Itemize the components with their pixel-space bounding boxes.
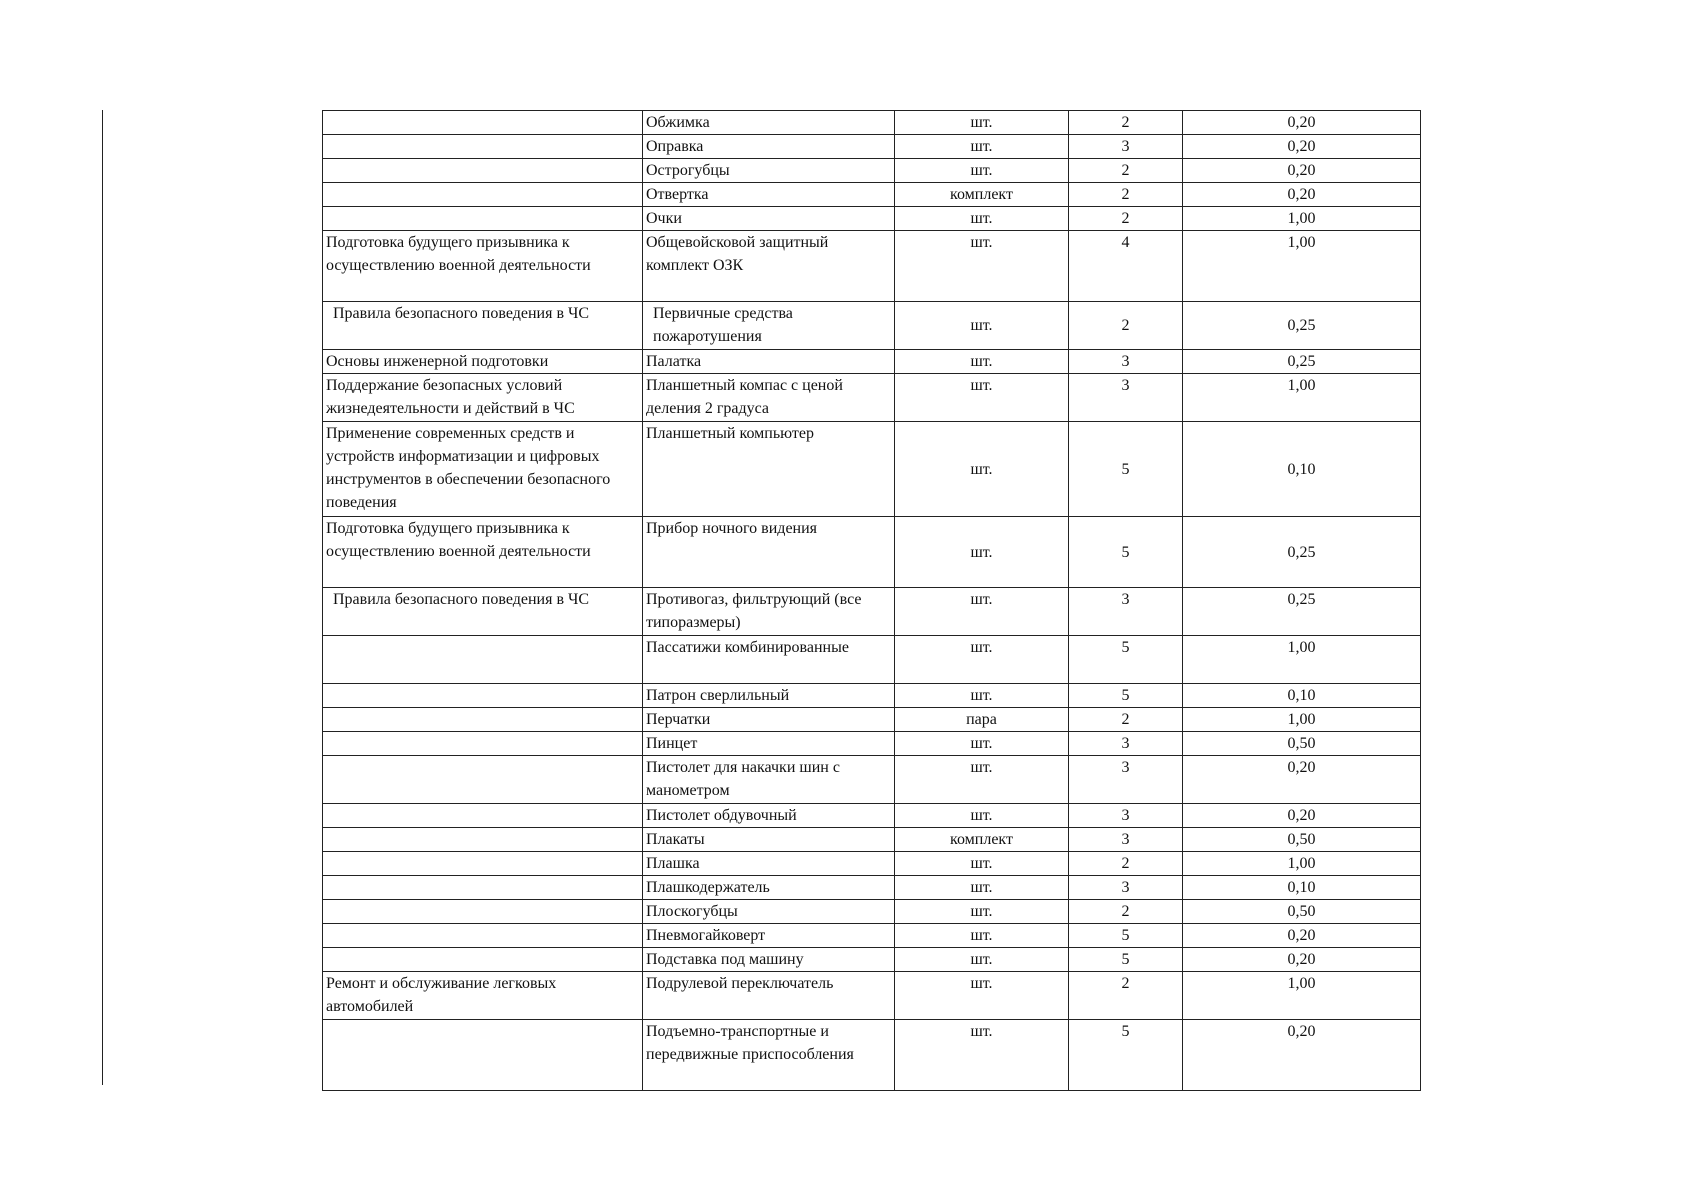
item-name-cell: Подрулевой переключатель <box>643 972 895 1020</box>
unit-cell: шт. <box>895 1020 1069 1091</box>
quantity-cell: 2 <box>1069 708 1183 732</box>
quantity-cell: 3 <box>1069 135 1183 159</box>
section-text: Правила безопасного поведения в ЧС <box>333 305 590 322</box>
unit-cell: шт. <box>895 111 1069 135</box>
coefficient-cell: 0,10 <box>1183 684 1421 708</box>
section-cell <box>323 302 643 350</box>
item-name-cell: Подставка под машину <box>643 948 895 972</box>
unit-cell: шт. <box>895 804 1069 828</box>
quantity-cell: 2 <box>1069 302 1183 350</box>
table-row <box>323 876 1421 900</box>
unit-cell: шт. <box>895 350 1069 374</box>
section-cell: Основы инженерной подготовки <box>323 350 643 374</box>
item-name-cell: Обжимка <box>643 111 895 135</box>
quantity-cell: 5 <box>1069 684 1183 708</box>
table-row <box>323 756 1421 804</box>
section-cell <box>323 924 643 948</box>
unit-cell: шт. <box>895 852 1069 876</box>
section-text: Правила безопасного поведения в ЧС <box>333 591 590 608</box>
unit-cell: шт. <box>895 207 1069 231</box>
quantity-cell: 4 <box>1069 231 1183 302</box>
coefficient-cell: 0,25 <box>1183 588 1421 636</box>
quantity-cell: 3 <box>1069 588 1183 636</box>
unit-cell: шт. <box>895 135 1069 159</box>
table-row <box>323 708 1421 732</box>
item-name-cell: Плашкодержатель <box>643 876 895 900</box>
table-row <box>323 636 1421 684</box>
quantity-cell: 3 <box>1069 350 1183 374</box>
page-margin-rule <box>102 110 103 1085</box>
section-cell <box>323 828 643 852</box>
unit-cell: шт. <box>895 972 1069 1020</box>
coefficient-cell: 1,00 <box>1183 374 1421 422</box>
table-row <box>323 588 1421 636</box>
table-row <box>323 852 1421 876</box>
coefficient-cell: 0,10 <box>1183 876 1421 900</box>
item-name-cell: Оправка <box>643 135 895 159</box>
coefficient-cell: 0,20 <box>1183 948 1421 972</box>
section-cell: Ремонт и обслуживание легковых автомобилей <box>323 972 643 1020</box>
section-cell <box>323 588 643 636</box>
coefficient-cell: 0,20 <box>1183 924 1421 948</box>
table-row <box>323 900 1421 924</box>
table-row <box>323 517 1421 588</box>
quantity-cell: 2 <box>1069 159 1183 183</box>
unit-cell: шт. <box>895 900 1069 924</box>
section-cell <box>323 135 643 159</box>
quantity-cell: 2 <box>1069 900 1183 924</box>
item-name-cell: Прибор ночного видения <box>643 517 895 588</box>
table-row <box>323 183 1421 207</box>
coefficient-cell: 0,20 <box>1183 756 1421 804</box>
table-row <box>323 159 1421 183</box>
section-cell <box>323 708 643 732</box>
item-name-cell: Острогубцы <box>643 159 895 183</box>
coefficient-cell: 0,20 <box>1183 183 1421 207</box>
item-name-cell: Очки <box>643 207 895 231</box>
table-row <box>323 804 1421 828</box>
table-row <box>323 302 1421 350</box>
quantity-cell: 3 <box>1069 756 1183 804</box>
item-name-cell <box>643 302 895 350</box>
section-cell <box>323 111 643 135</box>
table-row <box>323 1020 1421 1091</box>
quantity-cell: 2 <box>1069 183 1183 207</box>
coefficient-cell: 0,50 <box>1183 732 1421 756</box>
item-name-cell: Палатка <box>643 350 895 374</box>
item-name-cell: Пинцет <box>643 732 895 756</box>
quantity-cell: 5 <box>1069 948 1183 972</box>
item-name-cell: Перчатки <box>643 708 895 732</box>
section-cell <box>323 876 643 900</box>
coefficient-cell: 0,50 <box>1183 900 1421 924</box>
section-cell <box>323 732 643 756</box>
table-row <box>323 422 1421 517</box>
item-name-text: Первичные средства пожаротушения <box>653 305 793 345</box>
unit-cell: шт. <box>895 756 1069 804</box>
coefficient-cell: 0,20 <box>1183 1020 1421 1091</box>
table-row <box>323 948 1421 972</box>
table-row <box>323 207 1421 231</box>
unit-cell: шт. <box>895 876 1069 900</box>
item-name-cell: Плашка <box>643 852 895 876</box>
quantity-cell: 3 <box>1069 732 1183 756</box>
quantity-cell: 2 <box>1069 111 1183 135</box>
item-name-cell: Плоскогубцы <box>643 900 895 924</box>
coefficient-cell: 1,00 <box>1183 207 1421 231</box>
table-row <box>323 374 1421 422</box>
quantity-cell: 5 <box>1069 924 1183 948</box>
unit-cell: пара <box>895 708 1069 732</box>
section-cell <box>323 804 643 828</box>
quantity-cell: 3 <box>1069 374 1183 422</box>
item-name-cell: Патрон сверлильный <box>643 684 895 708</box>
section-cell <box>323 207 643 231</box>
coefficient-cell: 0,50 <box>1183 828 1421 852</box>
unit-cell: шт. <box>895 684 1069 708</box>
section-cell: Применение современных средств и устройств информатизации и цифровых инструментов в обеспечении безопасного поведения <box>323 422 643 517</box>
coefficient-cell: 1,00 <box>1183 708 1421 732</box>
unit-cell: шт. <box>895 374 1069 422</box>
coefficient-cell: 0,25 <box>1183 350 1421 374</box>
unit-cell: шт. <box>895 159 1069 183</box>
quantity-cell: 2 <box>1069 207 1183 231</box>
table-row <box>323 350 1421 374</box>
item-name-cell: Противогаз, фильтрующий (все типоразмеры) <box>643 588 895 636</box>
section-cell: Поддержание безопасных условий жизнедеятельности и действий в ЧС <box>323 374 643 422</box>
section-cell <box>323 636 643 684</box>
unit-cell: комплект <box>895 828 1069 852</box>
coefficient-cell: 0,20 <box>1183 111 1421 135</box>
coefficient-cell: 0,25 <box>1183 517 1421 588</box>
table-row <box>323 924 1421 948</box>
quantity-cell: 3 <box>1069 804 1183 828</box>
table-row <box>323 732 1421 756</box>
item-name-cell: Подъемно-транспортные и передвижные приспособления <box>643 1020 895 1091</box>
quantity-cell: 5 <box>1069 517 1183 588</box>
coefficient-cell: 1,00 <box>1183 852 1421 876</box>
item-name-cell: Планшетный компас с ценой деления 2 градуса <box>643 374 895 422</box>
section-cell <box>323 684 643 708</box>
item-name-cell: Плакаты <box>643 828 895 852</box>
unit-cell: шт. <box>895 517 1069 588</box>
section-cell: Подготовка будущего призывника к осуществлению военной деятельности <box>323 517 643 588</box>
coefficient-cell: 0,20 <box>1183 135 1421 159</box>
equipment-table <box>322 110 1421 1091</box>
unit-cell: шт. <box>895 924 1069 948</box>
table-row <box>323 231 1421 302</box>
section-cell <box>323 756 643 804</box>
coefficient-cell: 1,00 <box>1183 636 1421 684</box>
coefficient-cell: 1,00 <box>1183 231 1421 302</box>
table-row <box>323 828 1421 852</box>
item-name-cell: Отвертка <box>643 183 895 207</box>
item-name-cell: Пассатижи комбинированные <box>643 636 895 684</box>
section-cell <box>323 1020 643 1091</box>
unit-cell: шт. <box>895 302 1069 350</box>
quantity-cell: 5 <box>1069 1020 1183 1091</box>
item-name-cell: Пневмогайковерт <box>643 924 895 948</box>
table-row <box>323 111 1421 135</box>
section-cell <box>323 900 643 924</box>
item-name-cell: Пистолет для накачки шин с манометром <box>643 756 895 804</box>
coefficient-cell: 0,10 <box>1183 422 1421 517</box>
quantity-cell: 5 <box>1069 422 1183 517</box>
unit-cell: комплект <box>895 183 1069 207</box>
quantity-cell: 3 <box>1069 876 1183 900</box>
quantity-cell: 2 <box>1069 972 1183 1020</box>
section-cell <box>323 183 643 207</box>
unit-cell: шт. <box>895 732 1069 756</box>
unit-cell: шт. <box>895 948 1069 972</box>
quantity-cell: 3 <box>1069 828 1183 852</box>
section-cell <box>323 948 643 972</box>
table-row <box>323 684 1421 708</box>
section-cell: Подготовка будущего призывника к осуществлению военной деятельности <box>323 231 643 302</box>
quantity-cell: 2 <box>1069 852 1183 876</box>
item-name-cell: Планшетный компьютер <box>643 422 895 517</box>
item-name-cell: Пистолет обдувочный <box>643 804 895 828</box>
coefficient-cell: 0,25 <box>1183 302 1421 350</box>
unit-cell: шт. <box>895 588 1069 636</box>
unit-cell: шт. <box>895 636 1069 684</box>
unit-cell: шт. <box>895 422 1069 517</box>
section-cell <box>323 852 643 876</box>
table-row <box>323 135 1421 159</box>
coefficient-cell: 1,00 <box>1183 972 1421 1020</box>
quantity-cell: 5 <box>1069 636 1183 684</box>
coefficient-cell: 0,20 <box>1183 804 1421 828</box>
item-name-cell: Общевойсковой защитный комплект ОЗК <box>643 231 895 302</box>
coefficient-cell: 0,20 <box>1183 159 1421 183</box>
unit-cell: шт. <box>895 231 1069 302</box>
table-row <box>323 972 1421 1020</box>
section-cell <box>323 159 643 183</box>
